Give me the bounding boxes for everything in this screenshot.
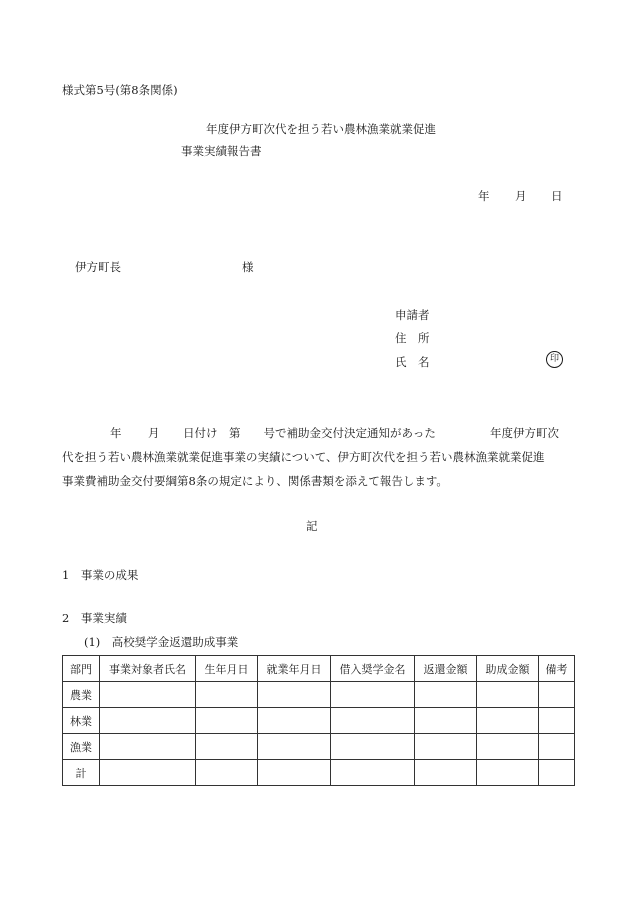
document-subtitle: 事業実績報告書 <box>181 144 262 158</box>
subsection-heading-scholarship: (1) 高校奨学金返還助成事業 <box>84 635 239 649</box>
document-title: 年度伊方町次代を担う若い農林漁業就業促進 <box>206 122 436 136</box>
table-cell <box>100 682 196 708</box>
body-line1-mid: 日付け 第 号で補助金交付決定通知があった <box>183 426 436 440</box>
address-label: 住 所 <box>395 331 430 345</box>
table-cell <box>539 682 575 708</box>
table-cell <box>331 682 415 708</box>
table-cell <box>539 734 575 760</box>
date-month: 月 <box>515 189 527 203</box>
section-heading-performance: 2 事業実績 <box>62 611 127 625</box>
applicant-label: 申請者 <box>395 308 430 322</box>
table-header-row <box>63 656 575 682</box>
table-cell <box>100 734 196 760</box>
row-label: 漁業 <box>63 734 100 760</box>
form-number: 様式第5号(第8条関係) <box>62 83 178 97</box>
body-line1-tail: 年度伊方町次 <box>490 426 559 440</box>
table-cell <box>331 760 415 786</box>
table-cell <box>415 760 477 786</box>
date-day: 日 <box>551 189 563 203</box>
section-heading-results: 1 事業の成果 <box>62 568 139 582</box>
table-cell <box>477 734 539 760</box>
col-header-remarks: 備考 <box>539 656 575 682</box>
table-cell <box>100 708 196 734</box>
table-cell <box>477 682 539 708</box>
col-header-employment-date: 就業年月日 <box>258 656 331 682</box>
table-cell <box>258 708 331 734</box>
table-cell <box>415 682 477 708</box>
table-row-total <box>63 760 575 786</box>
name-label: 氏 名 <box>395 355 430 369</box>
table-cell <box>477 708 539 734</box>
row-label: 林業 <box>63 708 100 734</box>
table-cell <box>196 734 258 760</box>
table-row-fishery <box>63 734 575 760</box>
table-cell <box>196 682 258 708</box>
row-label: 農業 <box>63 682 100 708</box>
body-line3: 事業費補助金交付要綱第8条の規定により、関係書類を添えて報告します。 <box>62 474 448 488</box>
ki-heading: 記 <box>306 519 318 533</box>
table-cell <box>415 734 477 760</box>
table-cell <box>196 708 258 734</box>
col-header-birth-date: 生年月日 <box>196 656 258 682</box>
table-cell <box>258 734 331 760</box>
body-line2: 代を担う若い農林漁業就業促進事業の実績について、伊方町次代を担う若い農林漁業就業促進 <box>62 450 545 464</box>
table-cell <box>539 760 575 786</box>
table-cell <box>258 682 331 708</box>
table-cell <box>331 708 415 734</box>
col-header-division: 部門 <box>63 656 100 682</box>
table-cell <box>415 708 477 734</box>
table-cell <box>331 734 415 760</box>
table-row-forestry <box>63 708 575 734</box>
body-year: 年 <box>110 426 122 440</box>
col-header-scholarship-name: 借入奨学金名 <box>331 656 415 682</box>
table-row-agriculture <box>63 682 575 708</box>
table-cell <box>539 708 575 734</box>
seal-mark: 印 <box>546 351 563 368</box>
col-header-repayment-amount: 返還金額 <box>415 656 477 682</box>
addressee-name: 伊方町長 <box>75 260 121 274</box>
date-year: 年 <box>478 189 490 203</box>
table-cell <box>100 760 196 786</box>
col-header-grant-amount: 助成金額 <box>477 656 539 682</box>
table-cell <box>196 760 258 786</box>
row-label: 計 <box>63 760 100 786</box>
table-cell <box>258 760 331 786</box>
table-cell <box>477 760 539 786</box>
body-month: 月 <box>148 426 160 440</box>
col-header-recipient-name: 事業対象者氏名 <box>100 656 196 682</box>
addressee-honorific: 様 <box>242 260 254 274</box>
grant-table <box>62 655 575 786</box>
